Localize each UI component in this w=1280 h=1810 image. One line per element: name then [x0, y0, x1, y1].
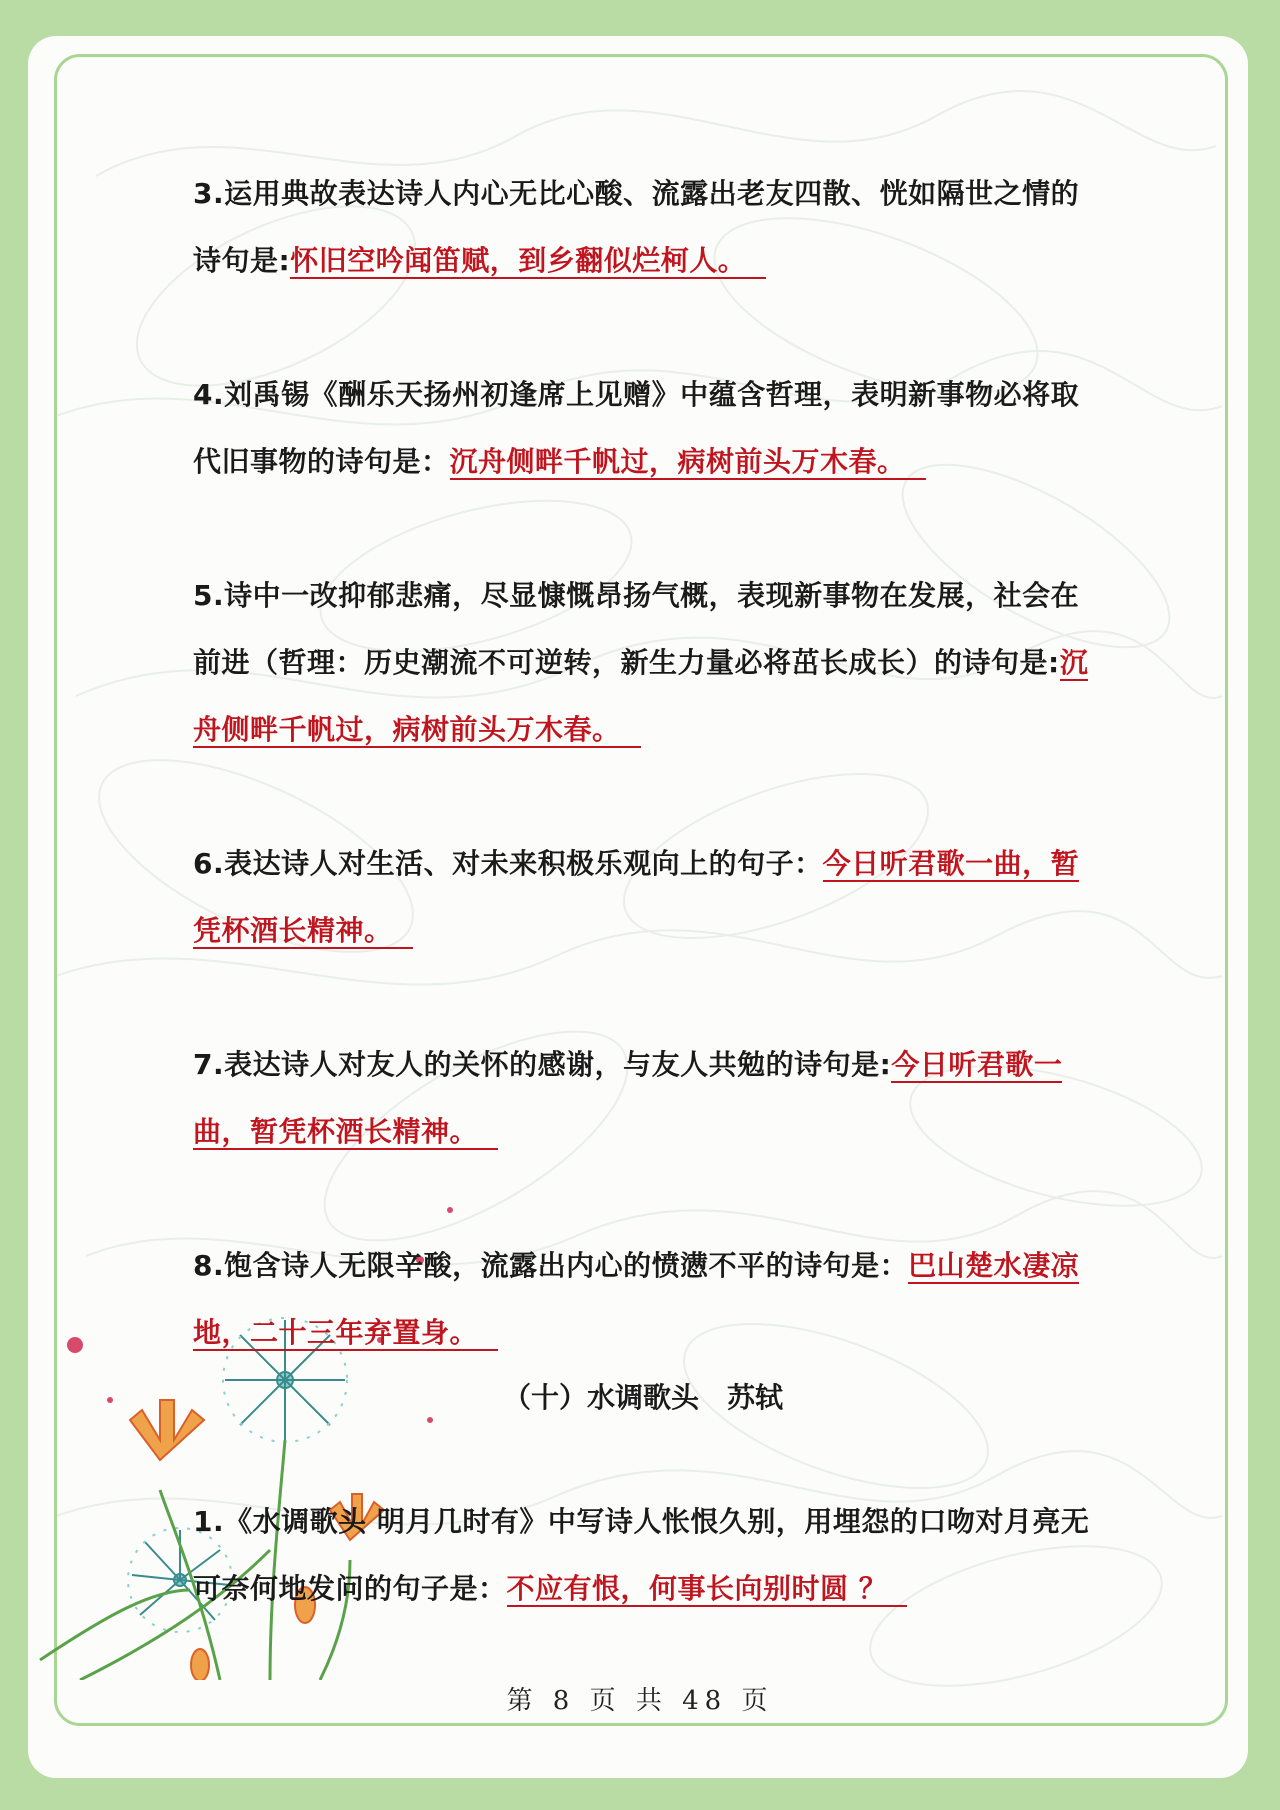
- section-question-1: 1.《水调歌头 明月几时有》中写诗人怅恨久别，用埋怨的口吻对月亮无可奈何地发问的句子是：不应有恨，何事长向别时圆 ？: [193, 1505, 1090, 1605]
- answer-5: 沉舟侧畔千帆过，病树前头万木春。: [193, 646, 1089, 746]
- answer-7: 今日听君歌一曲，暂凭杯酒长精神。: [193, 1048, 1063, 1148]
- question-3: 3.运用典故表达诗人内心无比心酸、流露出老友四散、恍如隔世之情的诗句是:怀旧空吟闻笛赋，到乡翻似烂柯人。: [193, 177, 1080, 277]
- question-7: 7.表达诗人对友人的关怀的感谢，与友人共勉的诗句是:今日听君歌一曲，暂凭杯酒长精神。: [193, 1048, 1063, 1148]
- answer-4: 沉舟侧畔千帆过，病树前头万木春。: [450, 445, 926, 480]
- question-8: 8.饱含诗人无限辛酸，流露出内心的愤懑不平的诗句是：巴山楚水凄凉地，二十三年弃置身。: [193, 1249, 1080, 1349]
- page-footer: 第 8 页 共 48 页: [506, 1686, 774, 1716]
- question-4: 4.刘禹锡《酬乐天扬州初逢席上见赠》中蕴含哲理，表明新事物必将取代旧事物的诗句是：沉舟侧畔千帆过，病树前头万木春。: [193, 378, 1080, 478]
- answer-3: 怀旧空吟闻笛赋，到乡翻似烂柯人。: [290, 244, 766, 279]
- answer-8: 巴山楚水凄凉地，二十三年弃置身。: [193, 1249, 1080, 1349]
- question-6: 6.表达诗人对生活、对未来积极乐观向上的句子：今日听君歌一曲，暂凭杯酒长精神。: [193, 847, 1080, 947]
- section-title: （十）水调歌头 苏轼: [502, 1381, 783, 1414]
- answer-6: 今日听君歌一曲，暂凭杯酒长精神。: [193, 847, 1080, 947]
- question-5: 5.诗中一改抑郁悲痛，尽显慷慨昂扬气概，表现新事物在发展，社会在前进（哲理：历史潮流不可逆转，新生力量必将茁长成长）的诗句是:沉舟侧畔千帆过，病树前头万木春。: [193, 579, 1089, 746]
- document-body: [193, 160, 1093, 1622]
- section-answer-1: 不应有恨，何事长向别时圆 ？: [507, 1572, 908, 1607]
